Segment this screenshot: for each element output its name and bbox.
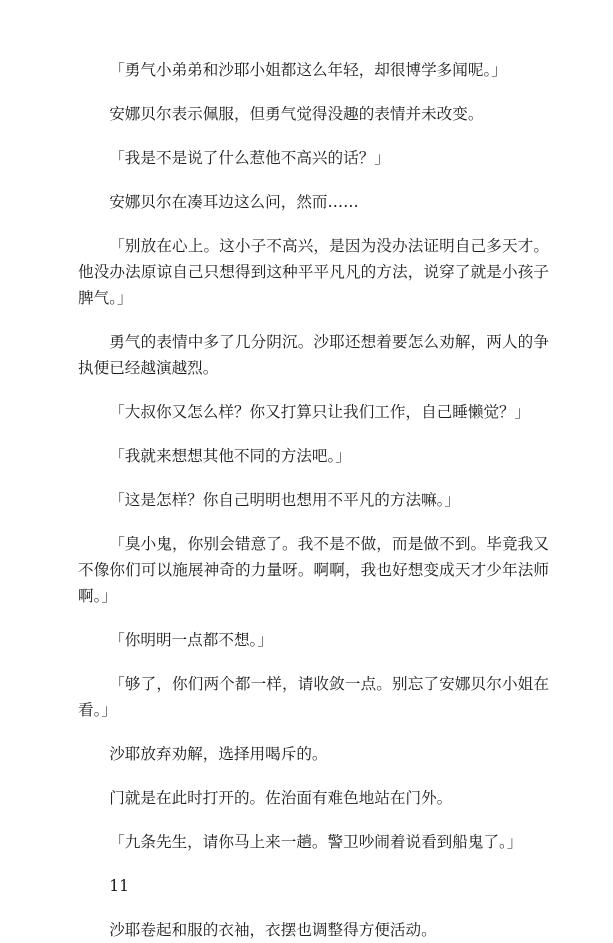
paragraph: 勇气的表情中多了几分阴沉。沙耶还想着要怎么劝解，两人的争执便已经越演越烈。 (78, 333, 549, 377)
paragraph: 沙耶放弃劝解，选择用喝斥的。 (109, 745, 328, 763)
paragraph: 门就是在此时打开的。佐治面有难色地站在门外。 (109, 789, 453, 807)
paragraph: 「臭小鬼，你别会错意了。我不是不做，而是做不到。毕竟我又不像你们可以施展神奇的力量呀。啊啊，我也好想变成天才少年法师啊。」 (78, 535, 549, 605)
page-number: 11 (109, 877, 130, 895)
paragraph: 安娜贝尔在凑耳边这么问，然而…… (109, 193, 359, 211)
paragraph: 「大叔你又怎么样？你又打算只让我们工作，自己睡懒觉？」 (109, 403, 531, 421)
paragraph: 「九条先生，请你马上来一趟。警卫吵闹着说看到船鬼了。」 (109, 833, 523, 851)
paragraph: 「够了，你们两个都一样，请收敛一点。别忘了安娜贝尔小姐在看。」 (78, 675, 549, 719)
paragraph: 「你明明一点都不想。」 (109, 631, 273, 649)
paragraph: 「这是怎样？你自己明明也想用不平凡的方法嘛。」 (109, 491, 461, 509)
paragraph: 「我就来想想其他不同的方法吧。」 (109, 447, 351, 465)
paragraph: 「别放在心上。这小子不高兴，是因为没办法证明自己多天才。他没办法原谅自己只想得到这种平平凡凡的方法，说穿了就是小孩子脾气。」 (78, 237, 549, 307)
paragraph: 沙耶卷起和服的衣袖，衣摆也调整得方便活动。 (109, 921, 437, 939)
paragraph: 「我是不是说了什么惹他不高兴的话？」 (109, 149, 390, 167)
paragraph: 「勇气小弟弟和沙耶小姐都这么年轻，却很博学多闻呢。」 (109, 61, 507, 79)
paragraph: 安娜贝尔表示佩服，但勇气觉得没趣的表情并未改变。 (109, 105, 484, 123)
